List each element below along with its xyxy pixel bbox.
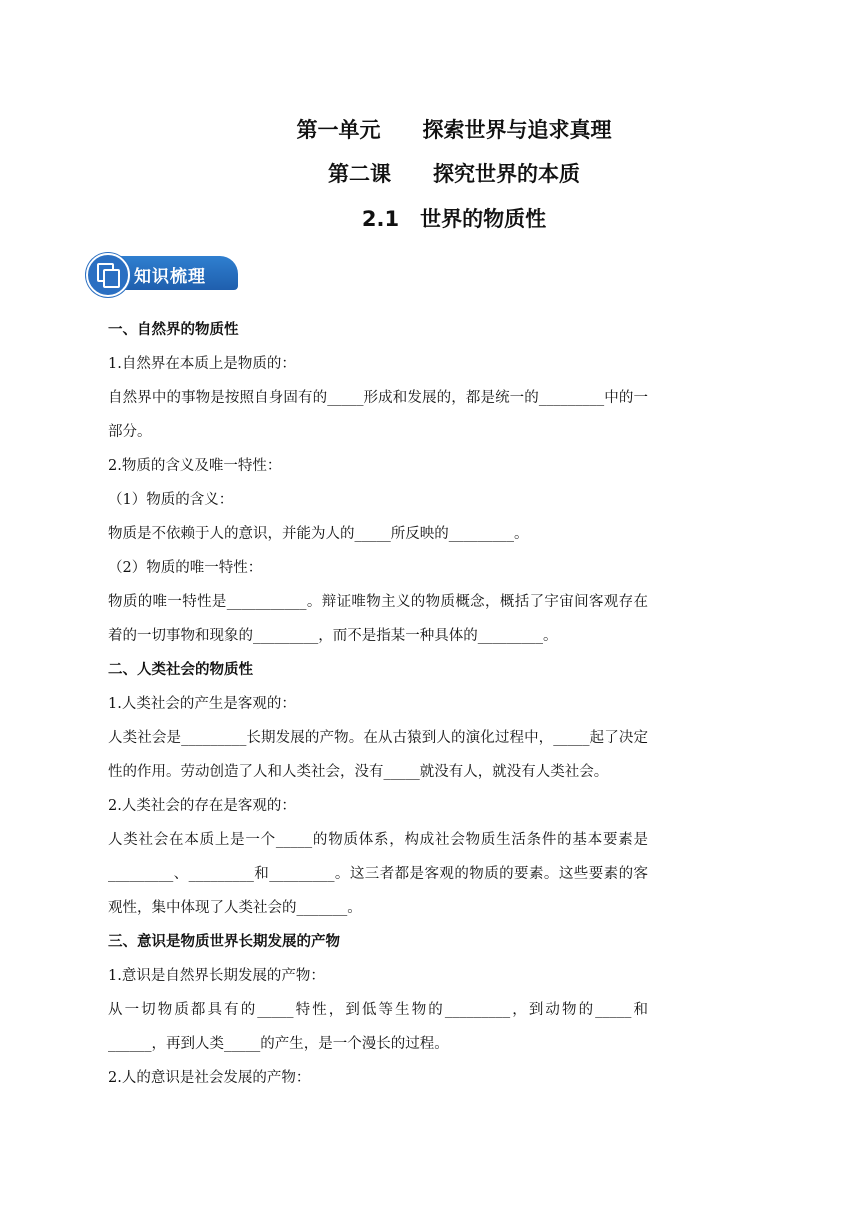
unit-title: 第一单元 探索世界与追求真理 [296,118,612,142]
heading-2: 二、人类社会的物质性 [108,662,253,678]
paragraph: （1）物质的含义： [108,492,234,508]
paragraph: 1.意识是自然界长期发展的产物： [108,968,325,984]
paragraph: 2.物质的含义及唯一特性： [108,458,282,474]
paragraph: （2）物质的唯一特性： [108,560,263,576]
badge-label: 知识梳理 [134,267,206,287]
paragraph: 物质的唯一特性是___________。辩证唯物主义的物质概念，概括了宇宙间客观存在着的一切事物和现象的_________，而不是指某一种具体的_________。 [108,594,648,644]
paragraph: 自然界中的事物是按照自身固有的_____形成和发展的，都是统一的_________中的一部分。 [108,390,648,440]
section-title: 2.1 世界的物质性 [361,207,547,231]
paragraph: 从一切物质都具有的_____特性，到低等生物的_________，到动物的_____和______，再到人类_____的产生，是一个漫长的过程。 [108,1002,648,1052]
paragraph: 人类社会是_________长期发展的产物。在从古猿到人的演化过程中，_____起了决定性的作用。劳动创造了人和人类社会，没有_____就没有人，就没有人类社会。 [108,730,648,780]
paragraph: 人类社会在本质上是一个_____的物质体系，构成社会物质生活条件的基本要素是_________、_________和_________。这三者都是客观的物质的要素。这些要素的客观性，集中体现了人类社会的_______。 [108,832,648,916]
paragraph: 1.人类社会的产生是客观的： [108,696,296,712]
documents-icon [86,253,130,297]
heading-3: 三、意识是物质世界长期发展的产物 [108,934,340,950]
document-body [108,313,648,1095]
knowledge-badge [86,253,238,293]
paragraph: 2.人的意识是社会发展的产物： [108,1070,311,1086]
lesson-title: 第二课 探究世界的本质 [328,162,580,186]
paragraph: 物质是不依赖于人的意识，并能为人的_____所反映的_________。 [108,526,529,542]
paragraph: 1.自然界在本质上是物质的： [108,356,296,372]
heading-1: 一、自然界的物质性 [108,322,239,338]
paragraph: 2.人类社会的存在是客观的： [108,798,296,814]
